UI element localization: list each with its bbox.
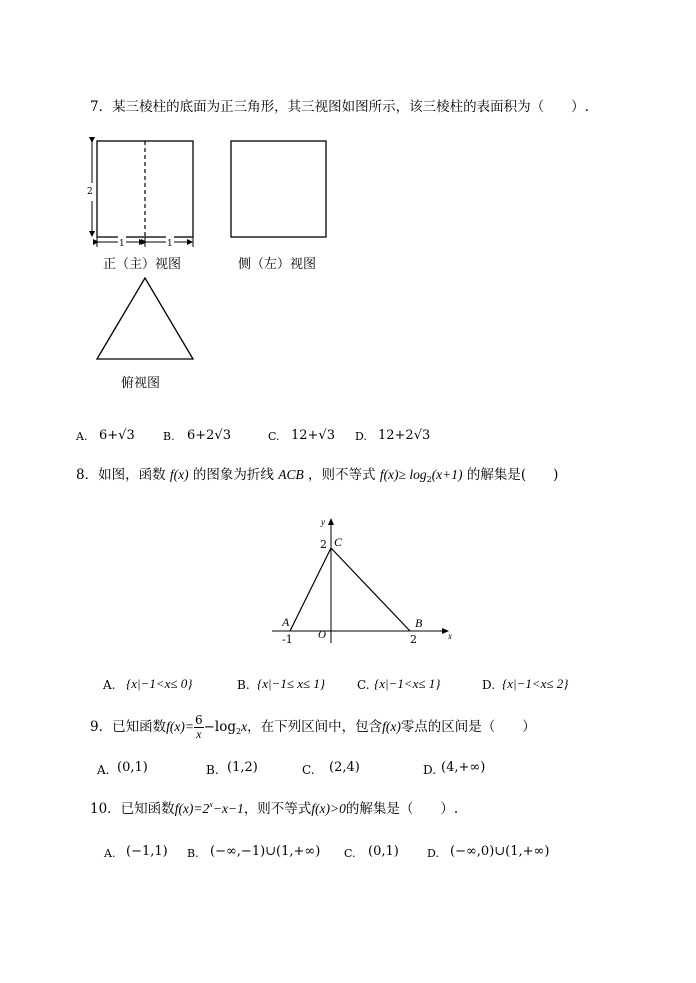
q8-option-a-letter[interactable]: A.: [103, 678, 116, 692]
q7-option-d-letter[interactable]: D.: [355, 430, 367, 443]
front-view-caption: 正（主）视图: [103, 257, 182, 272]
q7-option-c-text[interactable]: 12+√3: [291, 428, 335, 443]
dim-height-label: 2: [87, 183, 93, 201]
q8-option-a-text[interactable]: {x|−1<x≤ 0}: [126, 676, 193, 691]
q10-option-c-letter[interactable]: C.: [344, 847, 356, 860]
q10-option-d-letter[interactable]: D.: [427, 847, 439, 860]
graph-y-label: y: [321, 517, 325, 527]
dim-left-label: 1: [118, 236, 126, 252]
graph-label-c: C: [334, 535, 343, 549]
graph-x-label: x: [448, 631, 452, 641]
q10-option-b-text[interactable]: (−∞,−1)∪(1,+∞): [210, 844, 321, 859]
q8-option-d-letter[interactable]: D.: [482, 678, 496, 692]
q8-option-b-letter[interactable]: B.: [237, 678, 250, 692]
graph-polyline-acb: [290, 548, 410, 631]
q10-option-a-text[interactable]: (−1,1): [126, 844, 168, 859]
q9-stem: 9．已知函数f(x)= $\frac{6}{x}$ $-\log_2x$，在下列区间中，包含f(x)零点的区间是（ ）: [90, 713, 536, 741]
q7-stem: 7．某三棱柱的底面为正三角形，其三视图如图所示，该三棱柱的表面积为（ ）.: [90, 99, 589, 115]
side-view-caption: 侧（左）视图: [238, 257, 317, 272]
q9-fraction: $\frac{6}{x}$: [194, 713, 203, 741]
top-view-caption: 俯视图: [121, 376, 161, 391]
q9-option-c-text[interactable]: (2,4): [329, 760, 360, 775]
q10-option-c-text[interactable]: (0,1): [368, 844, 399, 859]
graph-tick-xm1: -1: [282, 633, 293, 646]
q7-option-a-letter[interactable]: A.: [76, 430, 88, 443]
q9-option-b-letter[interactable]: B.: [206, 763, 219, 777]
q8-option-b-text[interactable]: {x|−1≤ x≤ 1}: [257, 676, 326, 691]
q8-option-c-text[interactable]: {x|−1<x≤ 1}: [374, 676, 441, 691]
graph-tick-x2: 2: [410, 633, 417, 646]
q9-option-a-text[interactable]: (0,1): [117, 760, 148, 775]
q7-option-a-text[interactable]: 6+√3: [99, 428, 135, 443]
q10-option-b-letter[interactable]: B.: [187, 847, 199, 860]
q7-option-b-text[interactable]: 6+2√3: [187, 428, 231, 443]
q7-option-c-letter[interactable]: C.: [268, 430, 280, 443]
graph-label-b: B: [415, 616, 423, 630]
q9-option-d-text[interactable]: (4,+∞): [441, 760, 486, 775]
graph-label-a: A: [282, 615, 290, 629]
q10-stem: 10．已知函数$f(x)=2^x-x-1$，则不等式f(x)>0的解集是（ ）.: [90, 800, 459, 817]
q9-option-d-letter[interactable]: D.: [423, 763, 437, 777]
q7-option-b-letter[interactable]: B.: [163, 430, 175, 443]
q9-option-b-text[interactable]: (1,2): [227, 760, 258, 775]
q9-option-a-letter[interactable]: A.: [97, 763, 110, 777]
q8-option-c-letter[interactable]: C.: [357, 678, 370, 692]
q9-option-c-letter[interactable]: C.: [302, 763, 315, 777]
q10-option-d-text[interactable]: (−∞,0)∪(1,+∞): [450, 844, 550, 859]
graph-label-o: O: [318, 629, 326, 641]
q10-option-a-letter[interactable]: A.: [104, 847, 116, 860]
q8-stem: 8．如图，函数 f(x) 的图象为折线 ACB ，则不等式 $f(x)\ge \log_2(x+1)$ 的解集是( ): [76, 467, 559, 484]
q7-option-d-text[interactable]: 12+2√3: [378, 428, 431, 443]
graph-tick-y2: 2: [320, 538, 327, 551]
q8-option-d-text[interactable]: {x|−1<x≤ 2}: [502, 676, 569, 691]
dim-right-label: 1: [166, 236, 174, 252]
